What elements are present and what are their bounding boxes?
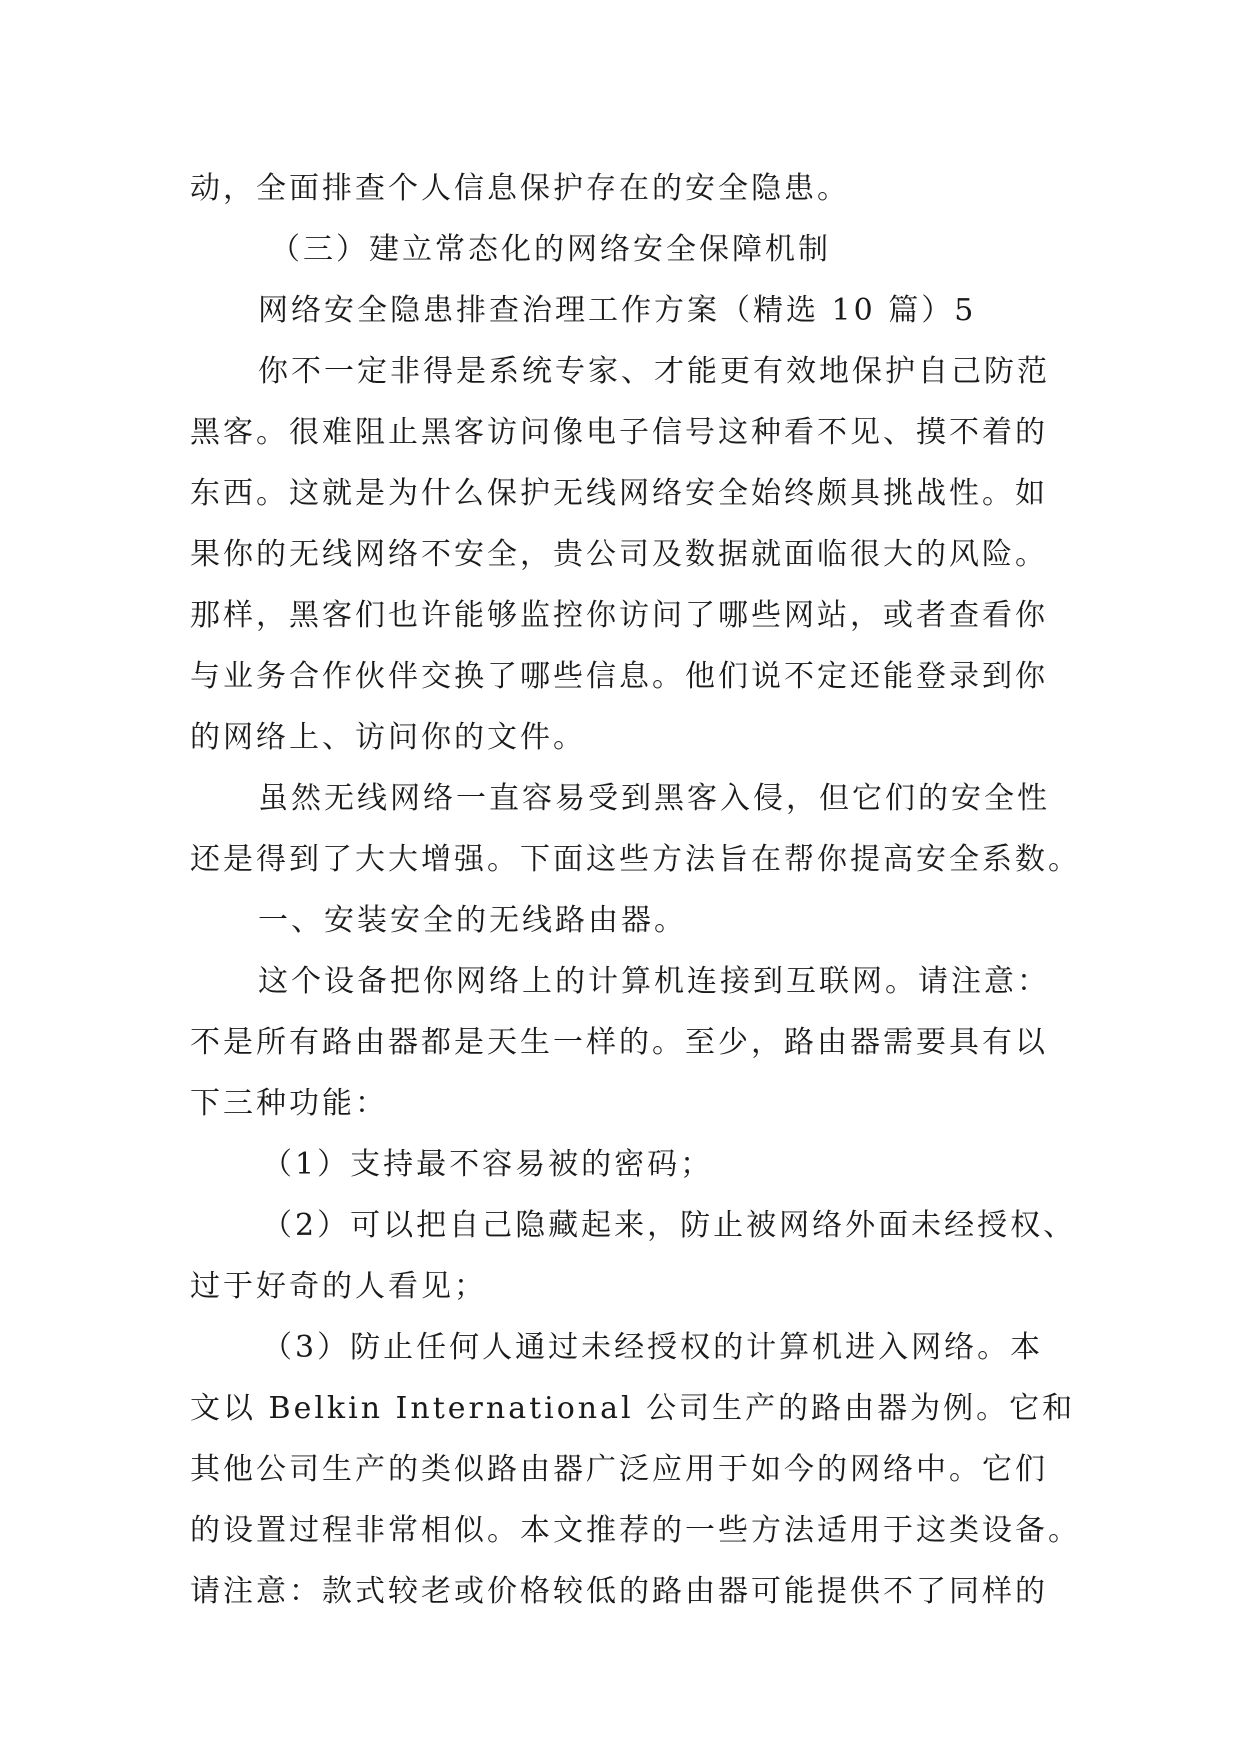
document-body — [190, 158, 1081, 1622]
text-line: 其他公司生产的类似路由器广泛应用于如今的网络中。它们 — [190, 1452, 1048, 1487]
text-line: 虽然无线网络一直容易受到黑客入侵，但它们的安全性 — [258, 781, 1050, 816]
text-line: 东西。这就是为什么保护无线网络安全始终颇具挑战性。如 — [190, 476, 1048, 511]
list-item: （2）可以把自己隐藏起来，防止被网络外面未经授权、 — [262, 1208, 1077, 1243]
list-item: （1）支持最不容易被的密码； — [262, 1147, 714, 1182]
text-line: 下三种功能： — [190, 1086, 388, 1121]
text-line: 这个设备把你网络上的计算机连接到互联网。请注意： — [258, 964, 1050, 999]
text-line: 的设置过程非常相似。本文推荐的一些方法适用于这类设备。 — [190, 1513, 1081, 1548]
text-line: 果你的无线网络不安全，贵公司及数据就面临很大的风险。 — [190, 537, 1048, 572]
text-line: 你不一定非得是系统专家、才能更有效地保护自己防范 — [258, 354, 1050, 389]
text-line: 那样，黑客们也许能够监控你访问了哪些网站，或者查看你 — [190, 598, 1048, 633]
text-line: 还是得到了大大增强。下面这些方法旨在帮你提高安全系数。 — [190, 842, 1081, 877]
text-line: 的网络上、访问你的文件。 — [190, 720, 586, 755]
section-heading: （三）建立常态化的网络安全保障机制 — [270, 232, 831, 267]
text-line: 请注意：款式较老或价格较低的路由器可能提供不了同样的 — [190, 1574, 1048, 1609]
text-line: 过于好奇的人看见； — [190, 1269, 487, 1304]
text-line: 动，全面排查个人信息保护存在的安全隐患。 — [190, 171, 850, 206]
text-line: 黑客。很难阻止黑客访问像电子信号这种看不见、摸不着的 — [190, 415, 1048, 450]
text-line: 文以 Belkin International 公司生产的路由器为例。它和 — [190, 1391, 1076, 1426]
article-title: 网络安全隐患排查治理工作方案（精选 10 篇）5 — [258, 293, 977, 328]
text-line: 与业务合作伙伴交换了哪些信息。他们说不定还能登录到你 — [190, 659, 1048, 694]
text-line: 不是所有路由器都是天生一样的。至少，路由器需要具有以 — [190, 1025, 1048, 1060]
list-item: （3）防止任何人通过未经授权的计算机进入网络。本 — [262, 1330, 1044, 1365]
subsection-heading: 一、安装安全的无线路由器。 — [258, 903, 687, 938]
